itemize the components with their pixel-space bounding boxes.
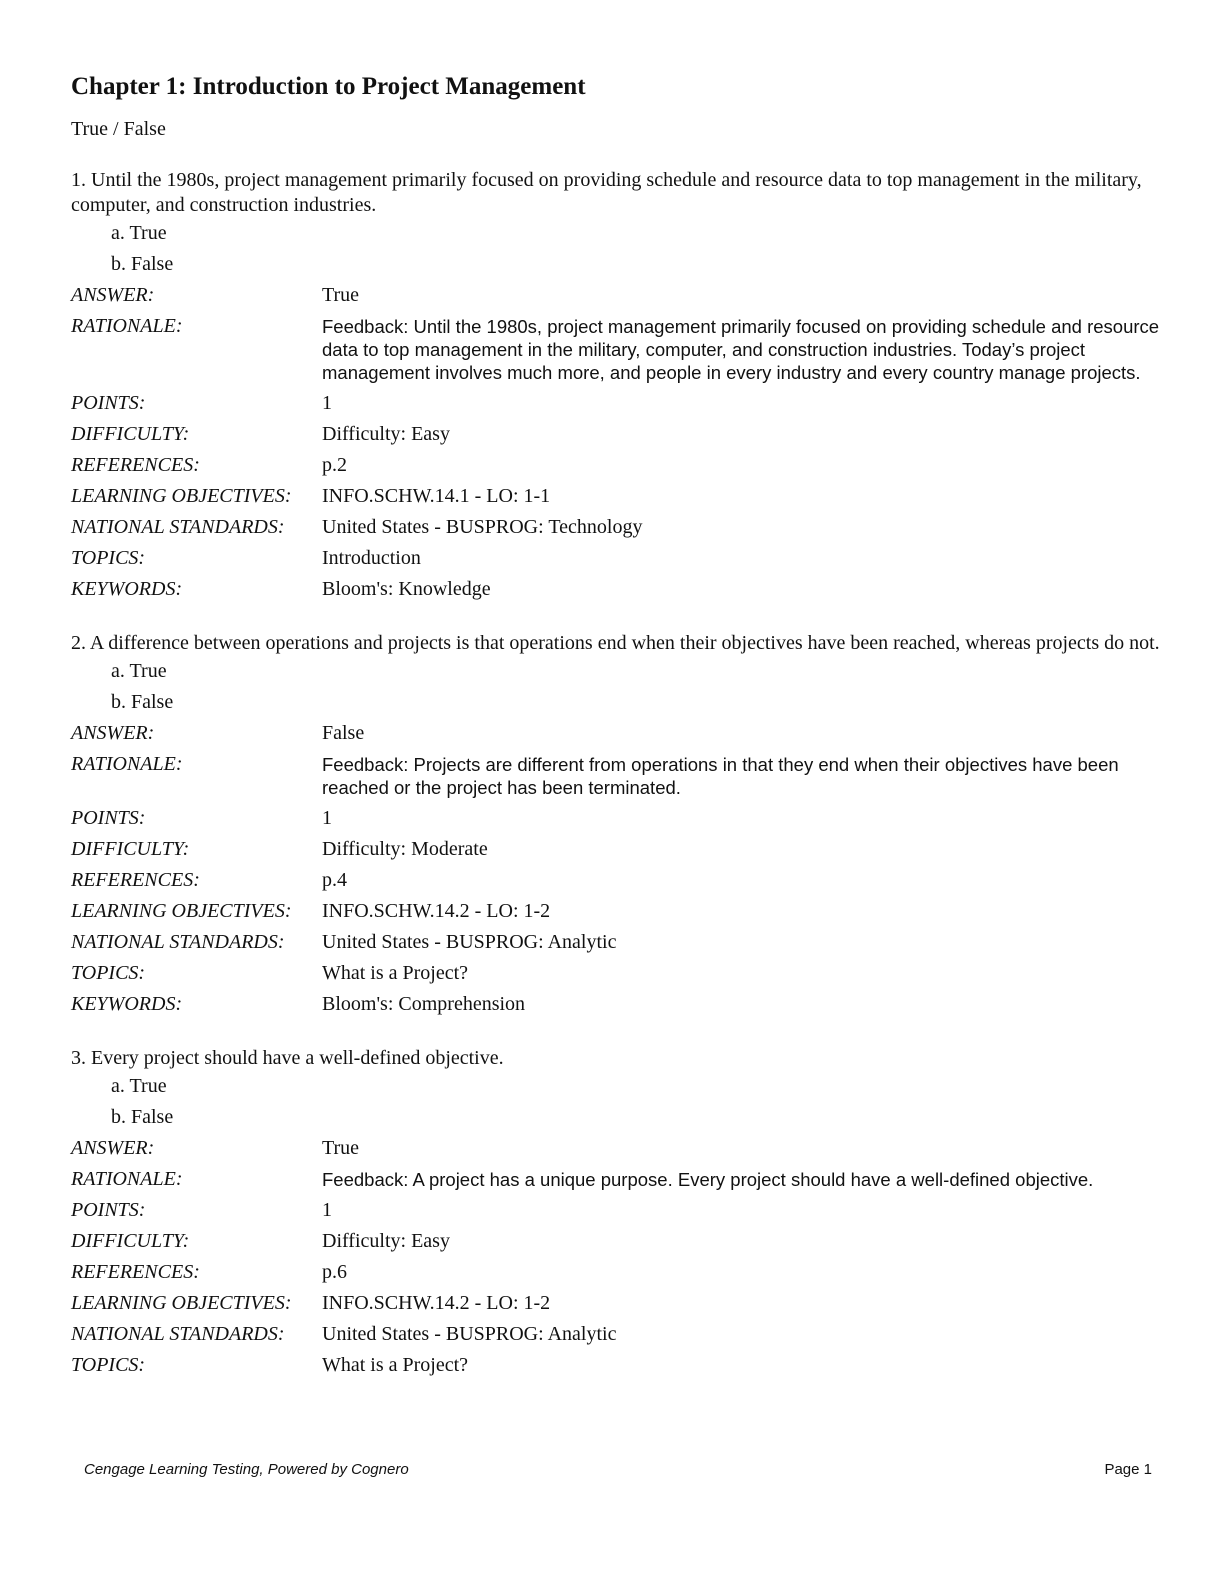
rationale-row xyxy=(71,1164,1161,1195)
answer-row xyxy=(71,1133,1161,1164)
keywords-row xyxy=(71,574,1161,605)
page-number: Page 1 xyxy=(1104,1461,1152,1478)
difficulty-row xyxy=(71,419,1161,450)
choice-b: b. False xyxy=(111,691,174,713)
references-value: p.2 xyxy=(322,454,347,476)
points-label: POINTS: xyxy=(71,807,146,829)
difficulty-row xyxy=(71,1226,1161,1257)
national-standards-label: NATIONAL STANDARDS: xyxy=(71,1323,285,1345)
references-value: p.6 xyxy=(322,1261,347,1283)
points-value: 1 xyxy=(322,392,332,414)
answer-row xyxy=(71,280,1161,311)
choice-a: a. True xyxy=(111,1075,167,1097)
answer-value: True xyxy=(322,284,360,306)
answer-row xyxy=(71,718,1161,749)
national-standards-value: United States - BUSPROG: Analytic xyxy=(322,1323,617,1345)
question-2 xyxy=(71,631,1161,1020)
learning-objectives-value: INFO.SCHW.14.2 - LO: 1-2 xyxy=(322,1292,551,1314)
references-value: p.4 xyxy=(322,869,347,891)
points-row xyxy=(71,803,1161,834)
rationale-value: Feedback: Until the 1980s, project management primarily focused on providing schedule and resource data to top management in the military, computer, and construction industries. Today’s project management involves much more, and people in every industry and every country manage projects. xyxy=(322,316,1160,383)
difficulty-label: DIFFICULTY: xyxy=(71,423,190,445)
learning-objectives-label: LEARNING OBJECTIVES: xyxy=(71,485,292,507)
learning-objectives-row xyxy=(71,1288,1161,1319)
rationale-row xyxy=(71,311,1161,388)
rationale-value: Feedback: Projects are different from operations in that they end when their objectives have been reached or the project has been terminated. xyxy=(322,754,1119,798)
rationale-label: RATIONALE: xyxy=(71,1168,183,1190)
footer-credit: Cengage Learning Testing, Powered by Cognero xyxy=(84,1461,409,1478)
national-standards-label: NATIONAL STANDARDS: xyxy=(71,931,285,953)
national-standards-value: United States - BUSPROG: Technology xyxy=(322,516,643,538)
points-label: POINTS: xyxy=(71,1199,146,1221)
choice-b: b. False xyxy=(111,1106,174,1128)
document-page xyxy=(71,70,1161,1381)
answer-label: ANSWER: xyxy=(71,284,155,306)
answer-label: ANSWER: xyxy=(71,1137,155,1159)
national-standards-row xyxy=(71,927,1161,958)
question-stem: 1. Until the 1980s, project management primarily focused on providing schedule and resource data to top management in the military, computer, and construction industries. xyxy=(71,169,1142,216)
difficulty-label: DIFFICULTY: xyxy=(71,838,190,860)
page-footer xyxy=(84,1460,1152,1480)
references-label: REFERENCES: xyxy=(71,1261,200,1283)
rationale-label: RATIONALE: xyxy=(71,753,183,775)
rationale-row xyxy=(71,749,1161,803)
answer-label: ANSWER: xyxy=(71,722,155,744)
question-1 xyxy=(71,168,1161,605)
references-row xyxy=(71,1257,1161,1288)
topics-value: Introduction xyxy=(322,547,421,569)
national-standards-label: NATIONAL STANDARDS: xyxy=(71,516,285,538)
points-value: 1 xyxy=(322,807,332,829)
national-standards-row xyxy=(71,512,1161,543)
chapter-title: Chapter 1: Introduction to Project Management xyxy=(71,73,586,100)
learning-objectives-label: LEARNING OBJECTIVES: xyxy=(71,1292,292,1314)
difficulty-label: DIFFICULTY: xyxy=(71,1230,190,1252)
topics-row xyxy=(71,958,1161,989)
topics-value: What is a Project? xyxy=(322,1354,469,1376)
references-label: REFERENCES: xyxy=(71,454,200,476)
points-label: POINTS: xyxy=(71,392,146,414)
difficulty-row xyxy=(71,834,1161,865)
learning-objectives-value: INFO.SCHW.14.1 - LO: 1-1 xyxy=(322,485,551,507)
references-row xyxy=(71,450,1161,481)
answer-value: False xyxy=(322,722,365,744)
keywords-value: Bloom's: Comprehension xyxy=(322,993,526,1015)
question-3 xyxy=(71,1046,1161,1381)
rationale-value: Feedback: A project has a unique purpose. Every project should have a well-defined objective. xyxy=(322,1169,1094,1190)
learning-objectives-row xyxy=(71,481,1161,512)
learning-objectives-row xyxy=(71,896,1161,927)
topics-label: TOPICS: xyxy=(71,547,146,569)
keywords-label: KEYWORDS: xyxy=(71,578,183,600)
difficulty-value: Difficulty: Moderate xyxy=(322,838,488,860)
learning-objectives-label: LEARNING OBJECTIVES: xyxy=(71,900,292,922)
keywords-row xyxy=(71,989,1161,1020)
points-value: 1 xyxy=(322,1199,332,1221)
answer-value: True xyxy=(322,1137,360,1159)
topics-row xyxy=(71,543,1161,574)
learning-objectives-value: INFO.SCHW.14.2 - LO: 1-2 xyxy=(322,900,551,922)
rationale-label: RATIONALE: xyxy=(71,315,183,337)
choice-b: b. False xyxy=(111,253,174,275)
national-standards-row xyxy=(71,1319,1161,1350)
choice-a: a. True xyxy=(111,660,167,682)
difficulty-value: Difficulty: Easy xyxy=(322,1230,450,1252)
national-standards-value: United States - BUSPROG: Analytic xyxy=(322,931,617,953)
keywords-label: KEYWORDS: xyxy=(71,993,183,1015)
topics-value: What is a Project? xyxy=(322,962,469,984)
references-row xyxy=(71,865,1161,896)
question-stem: 3. Every project should have a well-defined objective. xyxy=(71,1047,504,1069)
topics-label: TOPICS: xyxy=(71,1354,146,1376)
choice-a: a. True xyxy=(111,222,167,244)
points-row xyxy=(71,1195,1161,1226)
topics-row xyxy=(71,1350,1161,1381)
keywords-value: Bloom's: Knowledge xyxy=(322,578,491,600)
points-row xyxy=(71,388,1161,419)
topics-label: TOPICS: xyxy=(71,962,146,984)
references-label: REFERENCES: xyxy=(71,869,200,891)
difficulty-value: Difficulty: Easy xyxy=(322,423,450,445)
question-stem: 2. A difference between operations and projects is that operations end when their objectives have been reached, whereas projects do not. xyxy=(71,632,1160,654)
section-title: True / False xyxy=(71,118,166,140)
